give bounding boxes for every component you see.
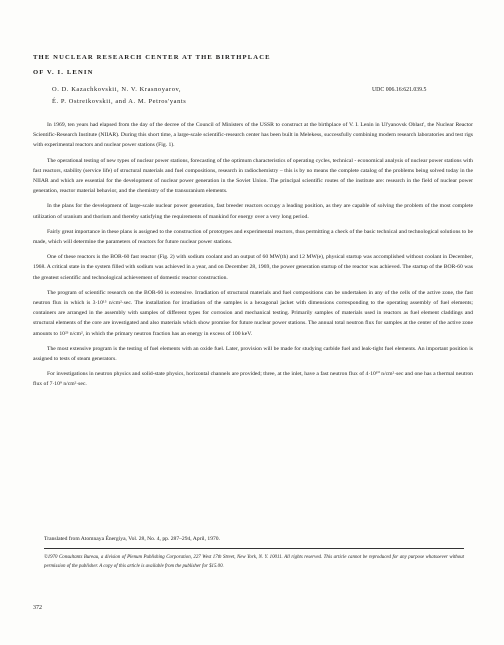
body-paragraph-7: The most extensive program is the testing of fuel elements with an oxide fuel. Later, provision will be made for studying carbide fuel and leak-tight fuel elements. An important position is assigned to tests of steam generators. (33, 345, 473, 363)
article-body (33, 120, 473, 395)
authors-line-1: O. D. Kazachkovskii, N. V. Krasnoyarov, (52, 86, 182, 93)
body-paragraph-6: The program of scientific research on the BOR-60 is extensive. Irradiation of structural materials and fuel compositions can be undertaken in any of the cells of the active zone, the fast neutron flux in which is 3·10¹⁵ n/cm²·sec. The installation for irradiation of the samples is a hexagonal jacket with dimensions corresponding to the operating assembly of fuel elements; containers are arranged in the assembly with samples of different types for corrosion and mechanical testing. Primarily samples of materials used in reactors as fuel element claddings and structural elements of the core are investigated and also materials which show promise for future nuclear power stations. The annual total neutron flux for samples at the center of the active zone amounts to 10²³ n/cm², in which the primary neutron fraction has an energy in excess of 100 keV. (33, 289, 473, 337)
udc-code: UDC 006.16:621.039.5 (372, 87, 427, 93)
body-paragraph-2: The operational testing of new types of nuclear power stations, forecasting of the optimum characteristics of operating cycles, technical - economical analysis of nuclear power stations with fast reactors, stability (service life) of structural materials and fuel compositions, research in radiochemistry – this is by no means the complete catalog of the problems being solved today in the NIIAR and which are essential for the development of nuclear power generation in the Soviet Union. The principal scientific routes of the institute are: research in the field of nuclear power generation, reactor material behavior, and the chemistry of the transuranium elements. (33, 157, 473, 195)
article-title-line-1: THE NUCLEAR RESEARCH CENTER AT THE BIRTHPLACE (33, 54, 271, 61)
body-paragraph-3: In the plans for the development of large-scale nuclear power generation, fast breeder reactors occupy a leading position, as they are capable of solving the problem of the most complete utilization of uranium and thorium and thereby satisfying the requirements of mankind for energy over a very long period. (33, 203, 473, 220)
body-paragraph-8: For investigations in neutron physics and solid-state physics, horizontal channels are provided; three, at the inlet, have a fast neutron flux of 4·10¹⁰ n/cm²·sec and one has a thermal neutron flux of 7·10⁹ n/cm²·sec. (33, 371, 473, 388)
body-paragraph-4: Fairly great importance in these plans is assigned to the construction of prototypes and experimental reactors, thus permitting a check of the basic technical and technological solutions to be made, which will determine the parameters of reactors for future nuclear power stations. (33, 228, 473, 246)
body-paragraph-1: In 1969, ten years had elapsed from the day of the decree of the Council of Ministers of the USSR to construct at the birthplace of V. I. Lenin in Ul'yanovsk Oblast', the Nuclear Reactor Scientific-Research Institute (NIIAR). During this short time, a large-scale scientific-research center has been built in Melekess, successfully combining modern research laboratories and test rigs with experimental reactors and nuclear power stations (Fig. 1). (33, 122, 473, 149)
author-list (52, 84, 372, 108)
body-paragraph-5: One of these reactors is the BOR-60 fast reactor (Fig. 2) with sodium coolant and an output of 60 MW(th) and 12 MW(e), physical startup was accomplished without coolant in December, 1968. A critical state in the system filled with sodium was achieved in a year, and on December 28, 1969, the power generation startup of the reactor was achieved. The startup of the BOR-60 was the greatest scientific and technological achievement of domestic reactor construction. (33, 254, 473, 281)
page-number: 372 (33, 605, 42, 611)
translation-note: Translated from Atomnaya Énergiya, Vol. 28, No. 4, pp. 287–294, April, 1970. (44, 536, 220, 542)
footnote-divider (44, 548, 464, 549)
copyright-notice: ©1970 Consultants Bureau, a division of Plenum Publishing Corporation, 227 West 17th Street, New York, N. Y. 10011. All rights reserved. This article cannot be reproduced for any purpose whatsoever without permission of the publisher. A copy of this article is available from the publisher for $15.00. (44, 555, 464, 569)
article-title-line-2: OF V. I. LENIN (33, 69, 94, 76)
authors-line-2: É. P. Ostreikovskii, and A. M. Petros'yants (52, 98, 187, 105)
